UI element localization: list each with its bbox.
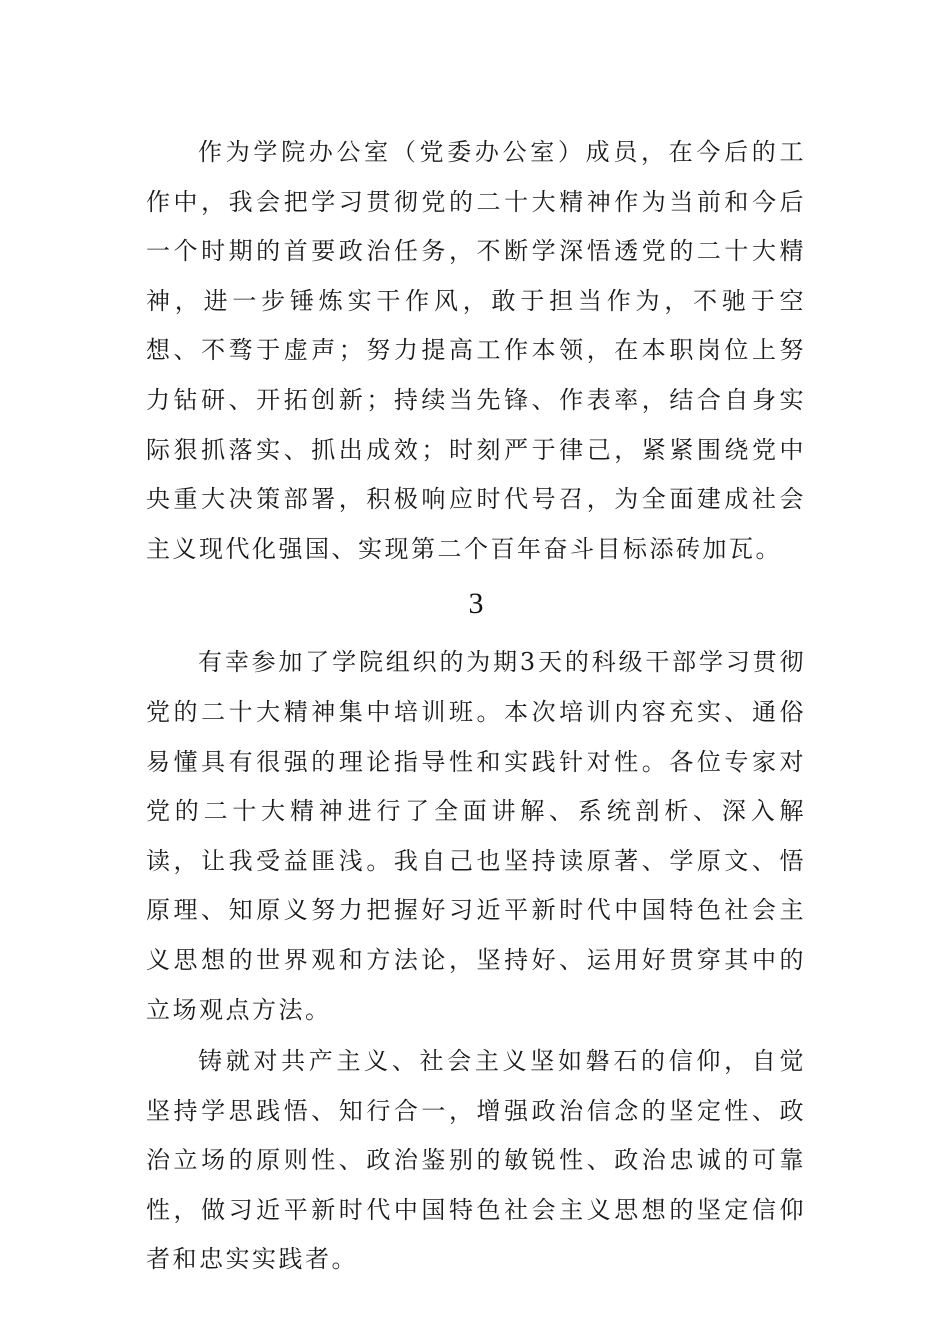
section-number: 3 [468,587,484,621]
paragraph-training-experience: 有幸参加了学院组织的为期3天的科级干部学习贯彻党的二十大精神集中培训班。本次培训内容充实、通俗易懂具有很强的理论指导性和实践针对性。各位专家对党的二十大精神进行了全面讲解、系统剖析、深入解读，让我受益匪浅。我自己也坚持读原著、学原文、悟原理、知原义努力把握好习近平新时代中国特色社会主义思想的世界观和方法论，坚持好、运用好贯穿其中的立场观点方法。 [146,648,806,1024]
paragraph-office-commitment: 作为学院办公室（党委办公室）成员，在今后的工作中，我会把学习贯彻党的二十大精神作为当前和今后一个时期的首要政治任务，不断学深悟透党的二十大精神，进一步锤炼实干作风，敢于担当作为，不驰于空想、不骛于虚声；努力提高工作本领，在本职岗位上努力钻研、开拓创新；持续当先锋、作表率，结合自身实际狠抓落实、抓出成效；时刻严于律己，紧紧围绕党中央重大决策部署，积极响应时代号召，为全面建成社会主义现代化强国、实现第二个百年奋斗目标添砖加瓦。 [146,138,806,563]
document-page [146,128,806,1285]
paragraph-faith-commitment: 铸就对共产主义、社会主义坚如磐石的信仰，自觉坚持学思践悟、知行合一，增强政治信念的坚定性、政治立场的原则性、政治鉴别的敏锐性、政治忠诚的可靠性，做习近平新时代中国特色社会主义思想的坚定信仰者和忠实实践者。 [146,1047,806,1274]
